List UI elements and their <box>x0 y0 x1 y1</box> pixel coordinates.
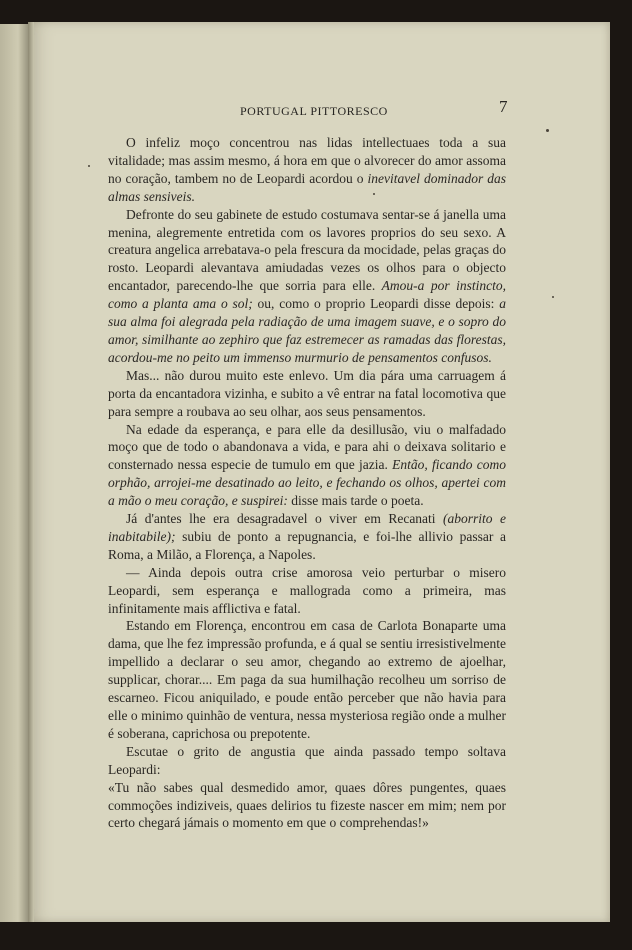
text-segment: Já d'antes lhe era desagradavel o viver em Recanati <box>126 511 444 527</box>
paper-speck <box>88 165 90 167</box>
italic-text: (aborrito e inabitabile); <box>108 511 506 544</box>
italic-text: Então, ficando como orphão, arrojei-me desatinado ao leito, e fechando os olhos, apertei com a mão o meu coração, e suspirei: <box>108 457 506 509</box>
paper-speck <box>546 129 549 132</box>
paper-speck <box>373 193 375 195</box>
body-text <box>108 134 506 832</box>
previous-page-edge <box>0 24 30 922</box>
page-header <box>90 82 510 118</box>
paragraph-p7 <box>108 617 506 742</box>
paragraph-p6 <box>108 564 506 618</box>
page-gutter <box>28 22 34 922</box>
page-number: 7 <box>499 97 508 116</box>
text-segment: Mas... não durou muito este enlevo. Um dia pára uma carruagem á porta da encantadora vizinha, e subito a vê entrar na fatal locomotiva que para sempre a roubava ao seu olhar, aos seus pensamentos. <box>108 367 506 419</box>
italic-text: inevitavel dominador das almas sensiveis. <box>108 170 506 204</box>
italic-text: a sua alma foi alegrada pela radiação de uma imagem suave, e o sopro do amor, similhante ao zephiro que faz estremecer as ramadas das florestas, acordou-me no peito um immenso murmurio de pensamentos confusos. <box>108 296 506 365</box>
paragraph-p8 <box>108 743 506 779</box>
text-segment: Estando em Florença, encontrou em casa de Carlota Bonaparte uma dama, que lhe fez impressão profunda, e á qual se sentiu irresistivelmente impellido a declarar o seu amor, chegando ao extremo de ajoelhar, supplicar, chorar.... Em paga da sua humilhação recolheu um sorriso de escarneo. Ficou aniquilado, e poude então perceber que não havia para elle o minimo quinhão de ventura, nessa mysteriosa região onde a mulher é soberana, caprichosa ou prepotente. <box>108 618 506 741</box>
paragraph-p9 <box>108 779 506 833</box>
paper-speck <box>552 296 554 298</box>
text-segment: ou, como o proprio Leopardi disse depois: <box>252 296 500 312</box>
paragraph-p2 <box>108 206 506 367</box>
text-segment: — Ainda depois outra crise amorosa veio perturbar o misero Leopardi, sem esperança e mallograda como a primeira, mas infinitamente mais afflictiva e fatal. <box>108 564 506 616</box>
paragraph-p4 <box>108 421 506 511</box>
text-segment: subiu de ponto a repugnancia, e foi-lhe allivio passar a Roma, a Milão, a Florença, a Napoles. <box>108 528 506 562</box>
text-segment: Escutae o grito de angustia que ainda passado tempo soltava Leopardi: <box>108 743 506 777</box>
running-title: PORTUGAL PITTORESCO <box>240 104 388 118</box>
text-segment: Na edade da esperança, e para elle da desillusão, viu o malfadado moço que de todo o abandonava a vida, e para ahi o deixava solitario e consternado nessa especie de tumulo em que jazia. <box>108 421 506 473</box>
italic-text: Amou-a por instincto, como a planta ama o sol; <box>108 278 506 312</box>
text-segment: Defronte do seu gabinete de estudo costumava sentar-se á janella uma menina, alegremente entretida com os lavores proprios do seu sexo. A creatura angelica arrebatava-o pela frescura da mocidade, pelas graças do rosto. Leopardi alevantava amiudadas vezes os olhos para o objecto encantador, parecendo-lhe que sorria para elle. <box>108 206 506 294</box>
text-segment: disse mais tarde o poeta. <box>287 493 424 509</box>
paragraph-p3 <box>108 367 506 421</box>
paragraph-p1 <box>108 134 506 206</box>
paragraph-p5 <box>108 510 506 564</box>
text-segment: «Tu não sabes qual desmedido amor, quaes dôres pungentes, quaes commoções indiziveis, quaes delirios tu fizeste nascer em mim; nem por certo chegará jámais o momento em que o comprehendas!» <box>108 779 506 831</box>
text-segment: O infeliz moço concentrou nas lidas intellectuaes toda a sua vitalidade; mas assim mesmo, á hora em que o alvorecer do amor assoma no coração, tambem no de Leopardi acordou o <box>108 135 506 186</box>
